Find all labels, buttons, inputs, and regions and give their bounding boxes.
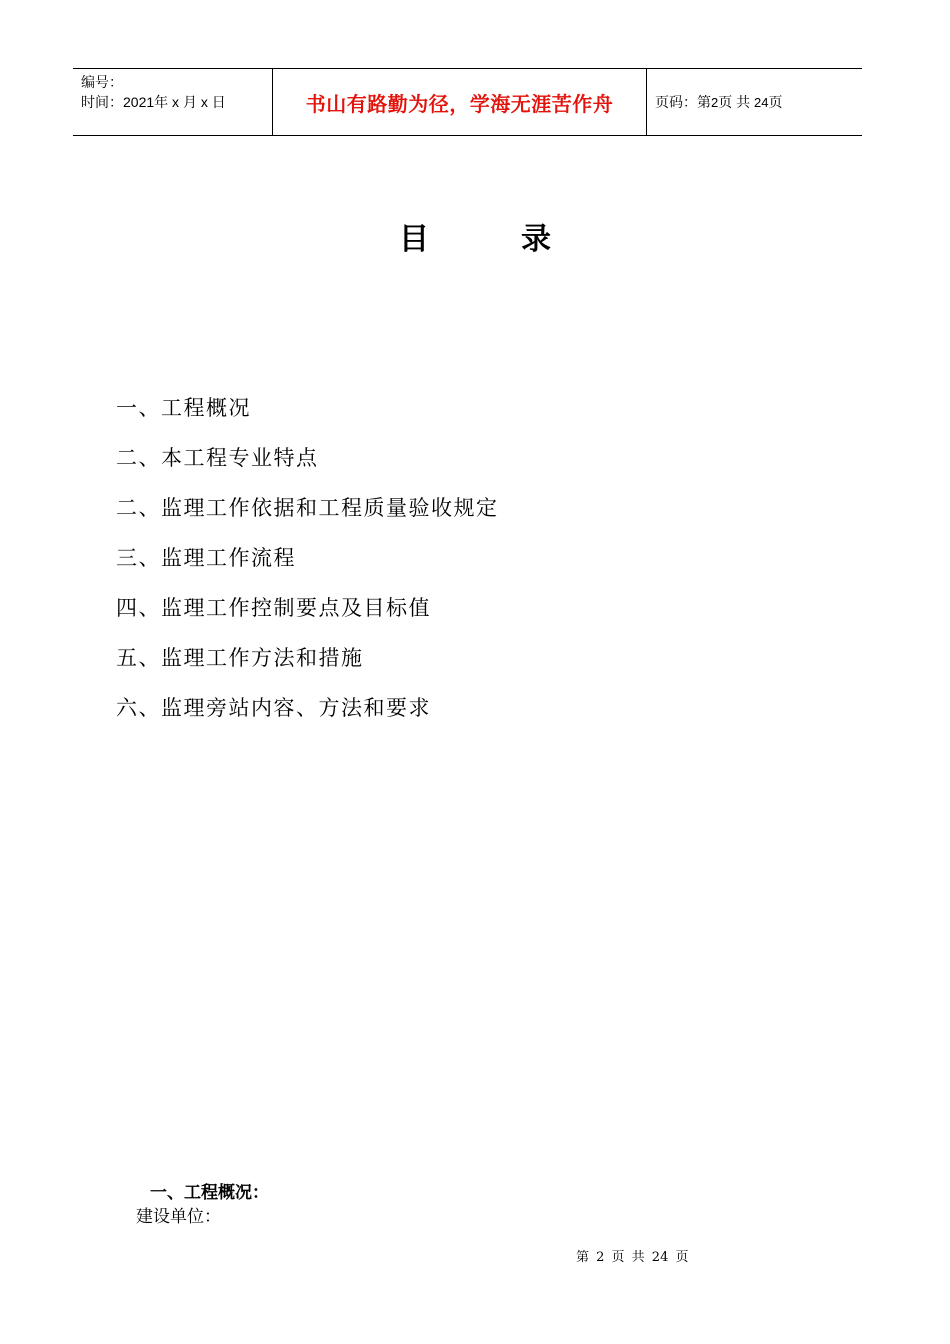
header-page-cell (647, 69, 862, 135)
page-footer: 第 2 页 共 24 页 (576, 1250, 689, 1265)
year-suffix: 年 (154, 94, 169, 110)
header-motto-cell (273, 69, 647, 135)
year-value: 2021 (123, 94, 155, 110)
table-of-contents (116, 392, 499, 742)
time-prefix: 时间： (81, 94, 123, 110)
day-value: x (200, 94, 208, 110)
page-suffix: 页 (768, 94, 783, 110)
page-header (73, 68, 862, 136)
toc-item: 四、监理工作控制要点及目标值 (116, 596, 431, 620)
toc-item: 二、本工程专业特点 (116, 446, 319, 470)
section-heading: 一、工程概况： (150, 1183, 269, 1203)
construction-unit-label: 建设单位： (136, 1207, 221, 1227)
toc-item: 五、监理工作方法和措施 (116, 646, 364, 670)
month-value: x (172, 94, 180, 110)
title-part-1: 目 (399, 222, 429, 257)
motto-text: 书山有路勤为径，学海无涯苦作舟 (305, 91, 614, 116)
month-suffix: 月 (182, 94, 197, 110)
date-line (81, 92, 272, 112)
title-part-2: 录 (521, 222, 551, 257)
page-prefix: 页码：第 (655, 94, 711, 110)
toc-item: 三、监理工作流程 (116, 546, 296, 570)
page-current: 2 (711, 94, 719, 110)
document-title (0, 214, 950, 258)
toc-item: 六、监理旁站内容、方法和要求 (116, 696, 431, 720)
serial-number-label: 编号： (81, 74, 123, 90)
day-suffix: 日 (211, 94, 226, 110)
header-meta-cell (73, 69, 273, 135)
page-total: 24 (754, 94, 769, 110)
toc-item: 一、工程概况 (116, 396, 251, 420)
page-mid: 页 共 (718, 94, 751, 110)
toc-item: 二、监理工作依据和工程质量验收规定 (116, 496, 499, 520)
